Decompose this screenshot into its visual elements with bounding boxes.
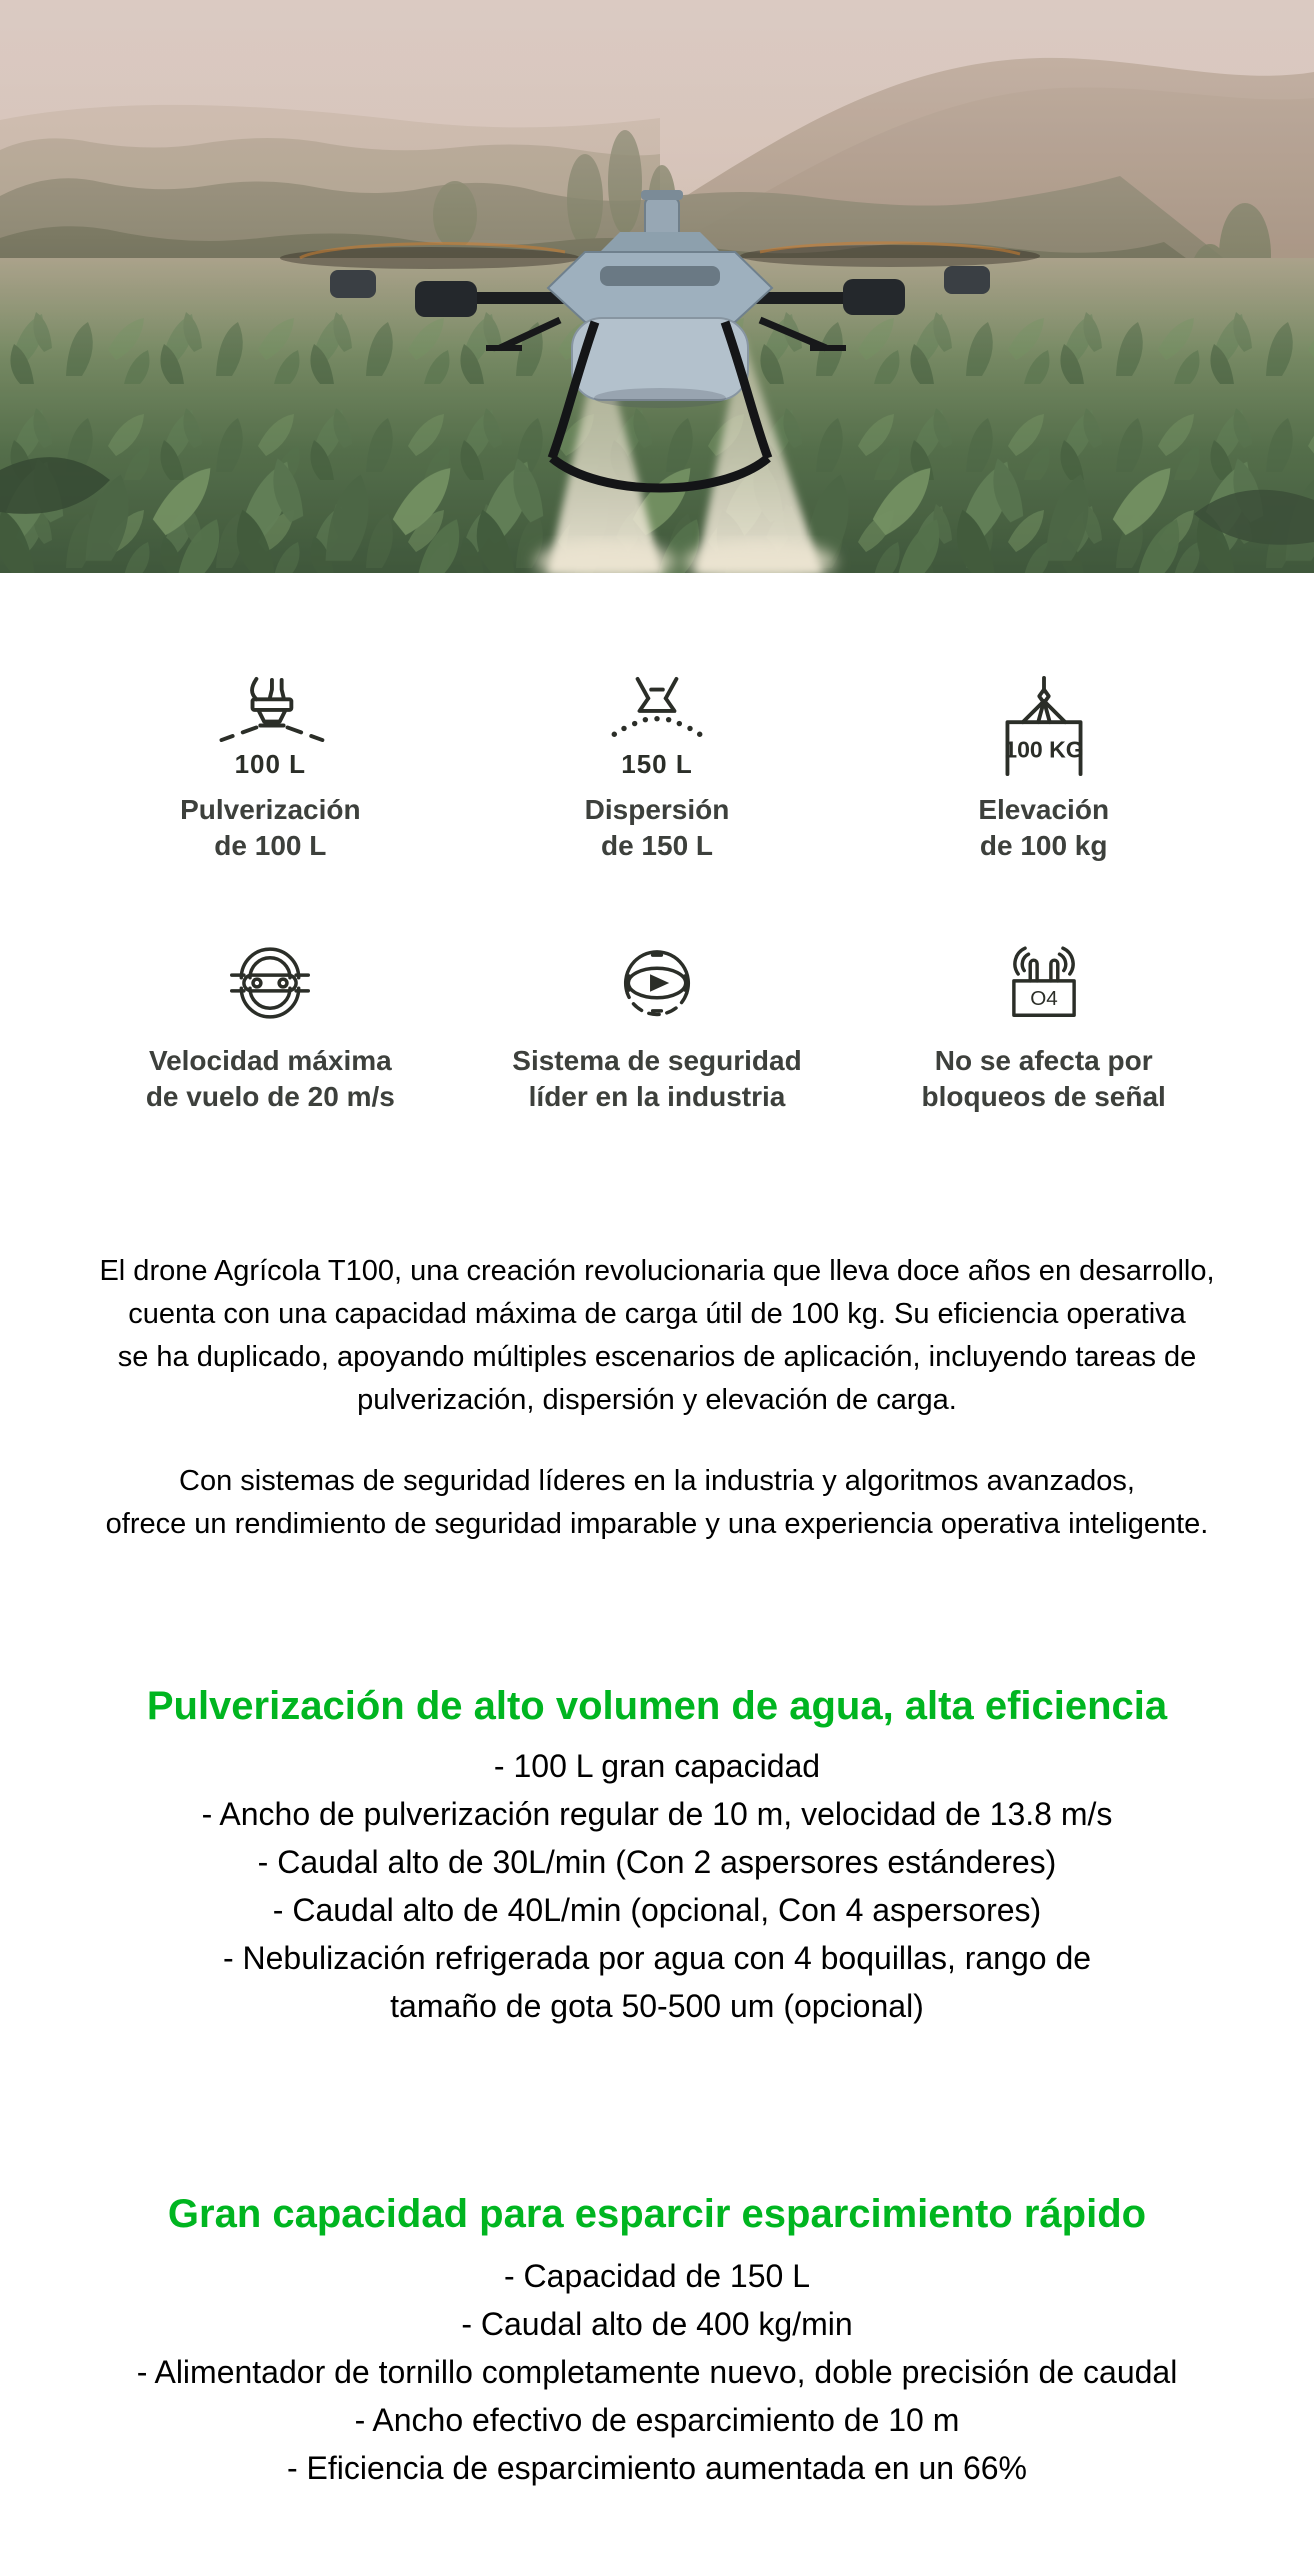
safety-system-icon [617,943,697,1023]
feature-caption [464,1043,851,1115]
feature-caption-line: Velocidad máxima [148,1045,392,1076]
feature-caption-line: de 100 L [214,830,327,861]
feature-elevacion [850,676,1237,864]
feature-caption [77,1043,464,1115]
bullet-line: - Caudal alto de 400 kg/min [461,2306,853,2342]
section-bullets [0,1742,1314,2030]
feature-icon-area [850,676,1237,780]
feature-caption [850,1043,1237,1115]
hero-photo-illustration [0,0,1314,573]
drone-max-speed-icon [230,943,310,1023]
feature-dispersion [464,676,851,864]
bullet-line: - Capacidad de 150 L [504,2258,810,2294]
feature-caption-line: líder en la industria [528,1081,786,1112]
feature-caption-line: de vuelo de 20 m/s [145,1081,395,1112]
intro-paragraph-1 [0,1250,1314,1422]
feature-badge: 150 L [621,749,693,779]
feature-icon-area [77,943,464,1027]
intro-paragraph-line: pulverización, dispersión y elevación de carga. [357,1384,957,1416]
signal-transmission-icon [1000,943,1088,1017]
section-esparcimiento [0,2190,1314,2492]
bullet-line: - Eficiencia de esparcimiento aumentada en un 66% [287,2450,1027,2486]
feature-caption-line: de 100 kg [979,830,1108,861]
feature-caption-line: Dispersión [584,794,730,825]
bullet-line: - Ancho efectivo de esparcimiento de 10 m [354,2402,960,2438]
bullet-line: - Caudal alto de 30L/min (Con 2 aspersores estánderes) [257,1844,1057,1880]
feature-caption-line: bloqueos de señal [921,1081,1166,1112]
bullet-line: - Alimentador de tornillo completamente nuevo, doble precisión de caudal [136,2354,1178,2390]
intro-paragraph-line: El drone Agrícola T100, una creación revolucionaria que lleva doce años en desarrollo, [99,1255,1215,1287]
bullet-line: tamaño de gota 50-500 um (opcional) [390,1988,924,2024]
features-row-capacities [77,676,1237,864]
bullet-line: - 100 L gran capacidad [493,1748,821,1784]
section-bullets [0,2252,1314,2492]
transmission-version-label: O4 [1029,986,1058,1010]
feature-icon-area [77,676,464,780]
hero-image [0,0,1314,573]
intro-paragraph-2 [0,1460,1314,1546]
bullet-line: - Ancho de pulverización regular de 10 m, velocidad de 13.8 m/s [201,1796,1113,1832]
feature-caption-line: Elevación [978,794,1110,825]
feature-icon-area [464,943,851,1027]
spreader-icon [602,676,712,742]
feature-icon-area [464,676,851,780]
intro-paragraph-line: Con sistemas de seguridad líderes en la industria y algoritmos avanzados, [179,1465,1135,1497]
feature-caption-line: No se afecta por [934,1045,1153,1076]
feature-icon-area [850,943,1237,1027]
intro-paragraph-line: cuenta con una capacidad máxima de carga útil de 100 kg. Su eficiencia operativa [128,1298,1186,1330]
sprayer-nozzle-icon [215,676,325,742]
feature-seguridad [464,943,851,1115]
feature-senal [850,943,1237,1115]
section-pulverizacion [0,1682,1314,2030]
feature-pulverizacion [77,676,464,864]
intro-text [0,1250,1314,1546]
intro-paragraph-line: se ha duplicado, apoyando múltiples escenarios de aplicación, incluyendo tareas de [117,1341,1197,1373]
feature-badge: 100 L [234,749,307,779]
features-row-capabilities [77,943,1237,1115]
bullet-line: - Caudal alto de 40L/min (opcional, Con 4 aspersores) [272,1892,1042,1928]
feature-caption-line: de 150 L [600,830,714,861]
feature-caption [464,792,851,864]
feature-caption-line: Sistema de seguridad [512,1045,802,1076]
feature-velocidad [77,943,464,1115]
feature-caption-line: Pulverización [180,794,361,825]
bullet-line: - Nebulización refrigerada por agua con 4 boquillas, rango de [222,1940,1092,1976]
feature-caption [850,792,1237,864]
intro-paragraph-line: ofrece un rendimiento de seguridad imparable y una experiencia operativa inteligente. [105,1508,1209,1540]
feature-caption [77,792,464,864]
lifting-crate-icon [988,676,1100,776]
section-title: Pulverización de alto volumen de agua, alta eficiencia [146,1684,1168,1728]
section-title: Gran capacidad para esparcir esparcimiento rápido [167,2192,1147,2236]
crate-weight-label: 100 KG [1003,736,1084,763]
